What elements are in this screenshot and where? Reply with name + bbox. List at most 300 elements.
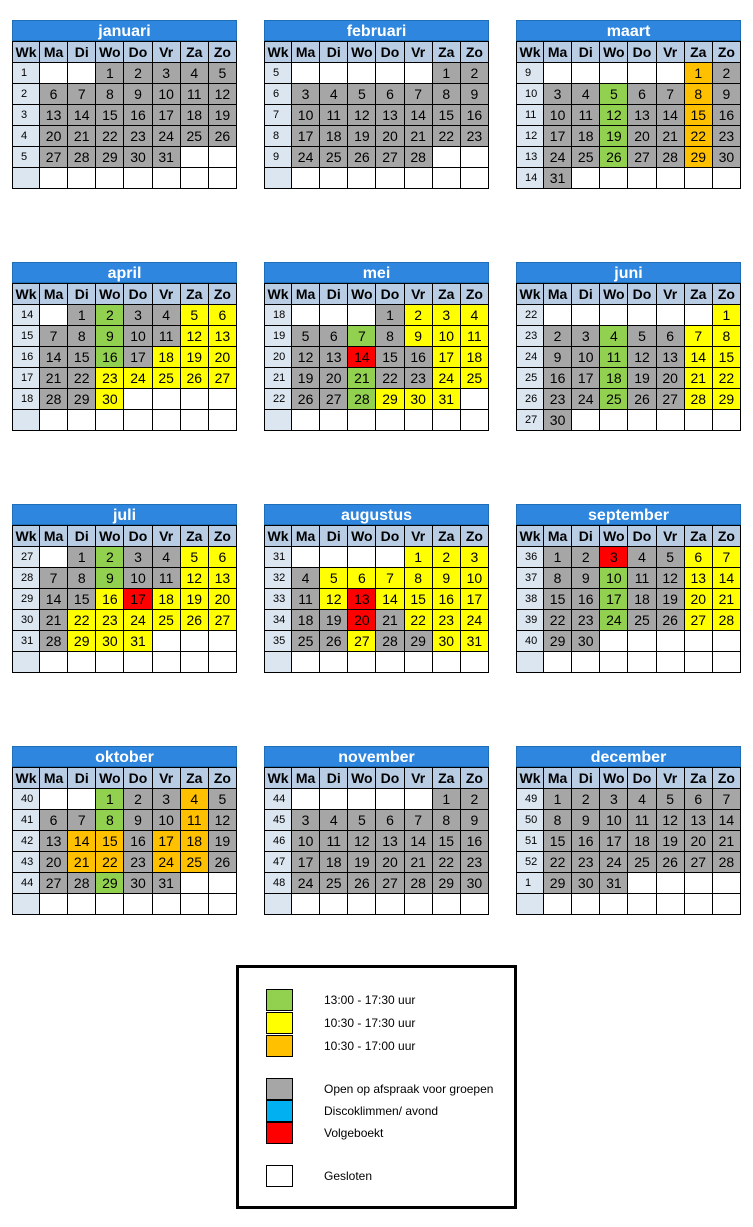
day-cell: 31 [544,168,572,189]
week-row [13,652,237,673]
day-cell: 23 [572,610,600,631]
day-cell: 8 [96,84,124,105]
day-cell: 23 [124,852,152,873]
day-header: Ma [40,768,68,789]
day-cell: 30 [96,389,124,410]
empty-cell [152,652,180,673]
day-cell: 14 [712,810,740,831]
empty-cell [600,63,628,84]
empty-cell [208,652,236,673]
empty-cell [180,652,208,673]
day-cell: 15 [544,589,572,610]
day-cell: 20 [376,126,404,147]
day-header: Do [124,768,152,789]
day-header: Di [68,526,96,547]
day-cell: 27 [684,852,712,873]
empty-cell [348,894,376,915]
day-cell: 13 [348,589,376,610]
day-cell: 2 [712,63,740,84]
day-cell: 25 [628,852,656,873]
day-cell: 28 [376,631,404,652]
legend-swatch [266,989,293,1011]
day-cell: 20 [628,126,656,147]
empty-cell [68,894,96,915]
empty-cell [40,547,68,568]
day-cell: 5 [348,810,376,831]
empty-cell [432,894,460,915]
day-cell: 25 [600,389,628,410]
empty-cell [376,894,404,915]
day-cell: 15 [96,831,124,852]
day-cell: 20 [348,610,376,631]
empty-cell [628,168,656,189]
week-row [13,631,237,652]
empty-cell [684,652,712,673]
day-header: Zo [460,284,488,305]
day-cell: 12 [656,568,684,589]
day-cell: 28 [404,147,432,168]
day-header: Ma [292,42,320,63]
day-cell: 1 [544,789,572,810]
day-cell: 4 [180,63,208,84]
empty-cell [292,547,320,568]
day-cell: 2 [432,547,460,568]
day-cell: 28 [404,873,432,894]
week-number: 9 [265,147,292,168]
week-row [13,389,237,410]
day-cell: 13 [684,810,712,831]
empty-cell [124,389,152,410]
empty-cell [96,894,124,915]
legend-label: Volgeboekt [324,1126,384,1140]
empty-cell [460,410,488,431]
empty-cell [404,894,432,915]
week-number: 32 [265,568,292,589]
week-row [517,831,741,852]
empty-cell [544,305,572,326]
week-number: 44 [13,873,40,894]
day-cell: 5 [208,789,236,810]
day-cell: 5 [656,789,684,810]
day-cell: 26 [320,631,348,652]
day-cell: 5 [320,568,348,589]
week-column-header: Wk [13,284,40,305]
day-header: Zo [208,42,236,63]
day-cell: 11 [292,589,320,610]
day-cell: 30 [572,873,600,894]
day-cell: 27 [376,873,404,894]
week-number: 24 [517,347,544,368]
day-cell: 26 [292,389,320,410]
day-cell: 30 [460,873,488,894]
empty-cell [40,168,68,189]
legend-label: Gesloten [324,1169,373,1183]
month-grid [264,525,489,673]
day-cell: 27 [320,389,348,410]
empty-cell [320,410,348,431]
day-cell: 30 [712,147,740,168]
day-cell: 26 [208,126,236,147]
day-cell: 22 [68,368,96,389]
week-number: 22 [517,305,544,326]
day-cell: 1 [684,63,712,84]
empty-cell [432,168,460,189]
legend-swatch [266,1078,293,1100]
day-header: Di [68,42,96,63]
day-cell: 6 [628,84,656,105]
week-row [265,894,489,915]
day-cell: 29 [712,389,740,410]
day-cell: 8 [432,810,460,831]
day-cell: 2 [96,305,124,326]
day-cell: 7 [656,84,684,105]
month-grid [516,525,741,673]
day-cell: 6 [320,326,348,347]
day-cell: 15 [404,589,432,610]
day-cell: 11 [320,105,348,126]
week-number: 49 [517,789,544,810]
day-cell: 22 [68,610,96,631]
day-header: Vr [404,768,432,789]
empty-cell [292,652,320,673]
week-row [13,873,237,894]
day-cell: 24 [432,368,460,389]
month-title: augustus [264,504,489,525]
day-cell: 1 [96,63,124,84]
week-number [13,410,40,431]
day-header: Wo [96,768,124,789]
week-row [265,147,489,168]
day-cell: 15 [96,105,124,126]
empty-cell [96,410,124,431]
empty-cell [208,147,236,168]
day-header: Za [432,526,460,547]
empty-cell [180,168,208,189]
day-cell: 27 [656,389,684,410]
day-cell: 15 [432,831,460,852]
week-row [265,63,489,84]
day-header: Wo [96,284,124,305]
week-row [265,168,489,189]
empty-cell [628,894,656,915]
empty-cell [628,652,656,673]
month-title: mei [264,262,489,283]
day-cell: 13 [376,105,404,126]
week-column-header: Wk [517,768,544,789]
empty-cell [376,410,404,431]
day-header: Ma [40,526,68,547]
week-row [265,126,489,147]
day-cell: 15 [376,347,404,368]
day-cell: 6 [376,810,404,831]
day-cell: 28 [40,631,68,652]
day-cell: 3 [292,810,320,831]
day-cell: 8 [376,326,404,347]
day-cell: 17 [572,368,600,389]
empty-cell [600,168,628,189]
empty-cell [40,652,68,673]
month-grid [12,767,237,915]
week-row [13,147,237,168]
week-number: 2 [13,84,40,105]
day-cell: 14 [684,347,712,368]
day-cell: 27 [40,147,68,168]
day-cell: 6 [40,810,68,831]
day-cell: 3 [572,326,600,347]
empty-cell [600,652,628,673]
day-header: Zo [208,284,236,305]
day-cell: 11 [152,326,180,347]
month-maart [516,20,741,189]
week-row [517,147,741,168]
day-cell: 24 [292,147,320,168]
day-cell: 18 [460,347,488,368]
empty-cell [404,789,432,810]
empty-cell [152,168,180,189]
day-cell: 31 [600,873,628,894]
day-cell: 17 [432,347,460,368]
day-cell: 9 [404,326,432,347]
day-cell: 11 [180,84,208,105]
day-cell: 25 [572,147,600,168]
day-header: Za [180,526,208,547]
day-cell: 5 [208,63,236,84]
week-column-header: Wk [265,526,292,547]
day-cell: 12 [600,105,628,126]
day-cell: 17 [152,831,180,852]
day-cell: 10 [432,326,460,347]
month-title: december [516,746,741,767]
day-cell: 4 [628,789,656,810]
week-number: 9 [517,63,544,84]
empty-cell [152,389,180,410]
week-row [517,894,741,915]
month-december [516,746,741,915]
day-cell: 16 [432,589,460,610]
day-cell: 24 [152,126,180,147]
day-cell: 9 [572,568,600,589]
day-cell: 17 [292,852,320,873]
day-cell: 22 [96,126,124,147]
day-header: Zo [712,526,740,547]
week-number [265,410,292,431]
week-number: 12 [517,126,544,147]
day-cell: 7 [712,789,740,810]
empty-cell [460,147,488,168]
day-header: Vr [656,526,684,547]
week-row [265,105,489,126]
day-cell: 16 [124,831,152,852]
week-row [517,347,741,368]
month-grid [264,283,489,431]
day-cell: 3 [460,547,488,568]
day-header: Vr [152,768,180,789]
day-cell: 29 [376,389,404,410]
empty-cell [180,894,208,915]
day-header: Ma [544,42,572,63]
day-cell: 16 [572,831,600,852]
empty-cell [628,873,656,894]
day-cell: 8 [712,326,740,347]
empty-cell [40,305,68,326]
day-cell: 12 [628,347,656,368]
empty-cell [152,631,180,652]
day-header: Ma [40,284,68,305]
empty-cell [712,652,740,673]
day-cell: 16 [544,368,572,389]
day-cell: 19 [348,126,376,147]
day-header: Do [628,284,656,305]
week-row [265,389,489,410]
day-header: Za [684,284,712,305]
day-header: Zo [712,284,740,305]
day-cell: 6 [376,84,404,105]
day-cell: 24 [124,610,152,631]
week-row [13,547,237,568]
day-cell: 12 [348,105,376,126]
day-header: Di [572,284,600,305]
empty-cell [180,873,208,894]
empty-cell [432,147,460,168]
day-header: Wo [348,526,376,547]
day-header: Wo [600,768,628,789]
day-header: Vr [656,284,684,305]
day-cell: 14 [656,105,684,126]
empty-cell [320,168,348,189]
week-row [265,652,489,673]
day-cell: 21 [68,126,96,147]
day-cell: 23 [572,852,600,873]
day-cell: 23 [404,368,432,389]
day-cell: 3 [600,789,628,810]
week-row [265,84,489,105]
day-cell: 1 [68,305,96,326]
day-cell: 19 [656,831,684,852]
day-header: Za [180,284,208,305]
empty-cell [124,894,152,915]
empty-cell [628,631,656,652]
day-cell: 10 [124,568,152,589]
week-number: 10 [517,84,544,105]
week-row [265,852,489,873]
empty-cell [208,389,236,410]
week-number: 5 [13,147,40,168]
empty-cell [68,789,96,810]
day-cell: 20 [208,589,236,610]
day-cell: 9 [572,810,600,831]
week-row [13,852,237,873]
day-header: Di [320,42,348,63]
empty-cell [208,168,236,189]
day-cell: 22 [684,126,712,147]
day-cell: 11 [320,831,348,852]
week-number: 40 [517,631,544,652]
month-augustus [264,504,489,673]
month-juli [12,504,237,673]
day-cell: 10 [292,105,320,126]
day-cell: 28 [348,389,376,410]
day-cell: 1 [712,305,740,326]
week-number: 23 [517,326,544,347]
empty-cell [320,789,348,810]
day-cell: 23 [124,126,152,147]
empty-cell [432,410,460,431]
week-number: 7 [265,105,292,126]
day-cell: 15 [544,831,572,852]
week-number: 13 [517,147,544,168]
empty-cell [348,168,376,189]
month-title: juli [12,504,237,525]
day-cell: 13 [40,831,68,852]
day-cell: 28 [68,873,96,894]
day-header: Vr [152,284,180,305]
day-cell: 21 [68,852,96,873]
empty-cell [376,652,404,673]
day-cell: 9 [124,810,152,831]
empty-cell [96,168,124,189]
empty-cell [684,894,712,915]
day-cell: 16 [404,347,432,368]
day-cell: 15 [712,347,740,368]
month-grid [516,767,741,915]
empty-cell [656,305,684,326]
day-cell: 12 [180,568,208,589]
day-cell: 15 [684,105,712,126]
week-number: 37 [517,568,544,589]
legend-swatch [266,1122,293,1144]
day-cell: 12 [208,810,236,831]
day-cell: 1 [376,305,404,326]
week-number: 52 [517,852,544,873]
week-number [517,894,544,915]
empty-cell [376,63,404,84]
day-cell: 10 [544,105,572,126]
day-cell: 21 [712,831,740,852]
empty-cell [68,652,96,673]
empty-cell [40,63,68,84]
day-cell: 27 [628,147,656,168]
empty-cell [320,652,348,673]
day-cell: 25 [320,147,348,168]
week-row [265,810,489,831]
empty-cell [460,168,488,189]
month-februari [264,20,489,189]
empty-cell [572,652,600,673]
empty-cell [712,894,740,915]
day-cell: 20 [40,126,68,147]
legend-item [266,1165,506,1189]
empty-cell [544,652,572,673]
empty-cell [684,873,712,894]
empty-cell [96,652,124,673]
day-cell: 30 [124,147,152,168]
day-cell: 11 [628,810,656,831]
day-cell: 18 [292,610,320,631]
empty-cell [292,305,320,326]
day-cell: 4 [320,84,348,105]
empty-cell [208,410,236,431]
day-header: Vr [404,42,432,63]
day-cell: 13 [376,831,404,852]
empty-cell [348,789,376,810]
week-row [265,368,489,389]
day-cell: 21 [404,126,432,147]
day-cell: 29 [404,631,432,652]
week-number: 31 [13,631,40,652]
empty-cell [348,410,376,431]
day-cell: 23 [432,610,460,631]
week-number: 14 [517,168,544,189]
